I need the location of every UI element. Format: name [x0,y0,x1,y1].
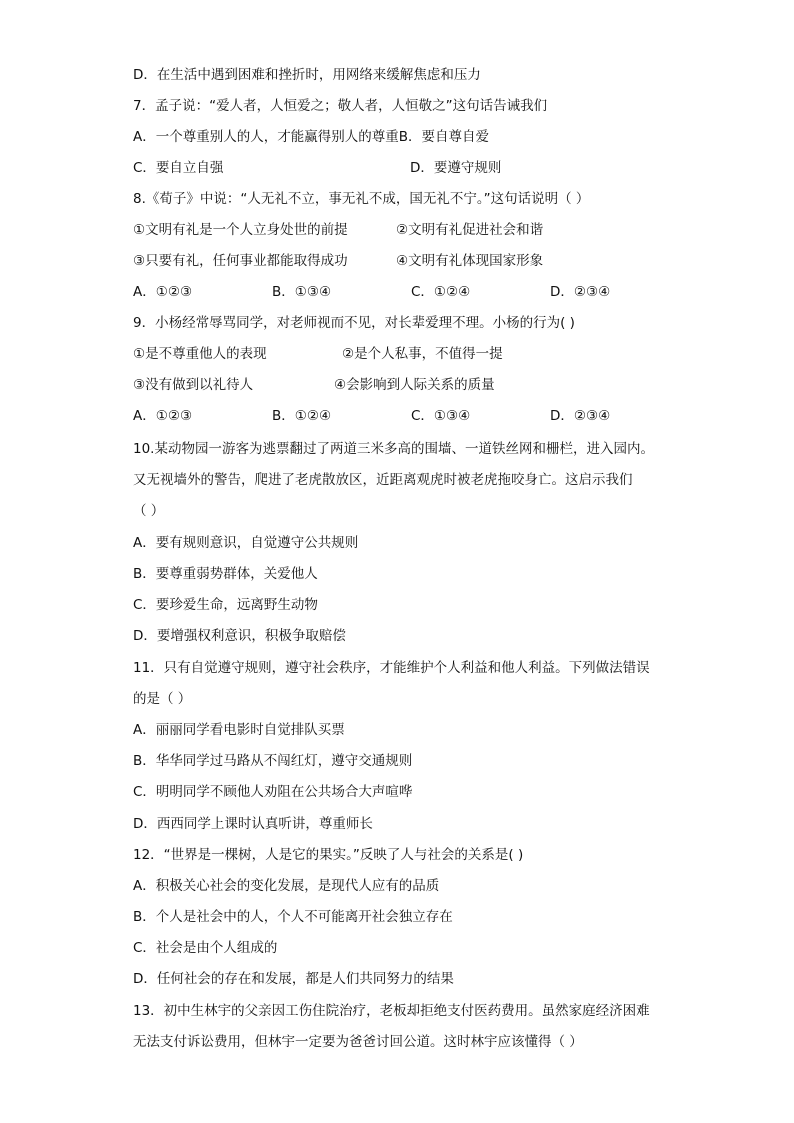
q8-option-b: B．①③④ [272,284,332,300]
q12-option-c: C．社会是由个人组成的 [133,940,278,956]
q10-stem-line-1: 10.某动物园一游客为逃票翻过了两道三米多高的围墙、一道铁丝网和栅栏，进入园内。 [133,441,654,457]
q11-stem-line-2: 的是（ ） [133,691,192,707]
q7-options-cd [133,159,673,177]
q7-stem: 7．孟子说：“爱人者，人恒爱之；敬人者，人恒敬之”这句话告诫我们 [133,98,548,114]
q12-option-b: B．个人是社会中的人，个人不可能离开社会独立存在 [133,909,453,925]
q9-statements-1 [133,345,673,363]
q8-statement-4: ④文明有礼体现国家形象 [396,253,544,269]
q10-option-a: A．要有规则意识，自觉遵守公共规则 [133,535,359,551]
q8-statement-2: ②文明有礼促进社会和谐 [396,222,544,238]
q12-option-d: D．任何社会的存在和发展，都是人们共同努力的结果 [133,971,454,987]
q11-option-d: D．西西同学上课时认真听讲，尊重师长 [133,816,373,832]
q13-stem-line-2: 无法支付诉讼费用，但林宇一定要为爸爸讨回公道。这时林宇应该懂得（ ） [133,1034,583,1050]
q9-option-d: D．②③④ [550,408,611,424]
q12-option-a: A．积极关心社会的变化发展，是现代人应有的品质 [133,878,440,894]
q11-option-b: B．华华同学过马路从不闯红灯，遵守交通规则 [133,753,413,769]
q10-answer-paren: （ ） [133,503,165,519]
q9-option-c: C．①③④ [411,408,471,424]
q7-option-d: D．要遵守规则 [410,160,502,176]
q8-statement-3: ③只要有礼，任何事业都能取得成功 [133,253,348,269]
q8-statements-2 [133,252,673,270]
q8-options [133,283,673,301]
q10-stem-line-2: 又无视墙外的警告，爬进了老虎散放区，近距离观虎时被老虎拖咬身亡。这启示我们 [133,472,633,488]
q13-stem-line-1: 13．初中生林宇的父亲因工伤住院治疗，老板却拒绝支付医药费用。虽然家庭经济困难 [133,1003,650,1019]
q9-option-a: A．①②③ [133,408,193,424]
q7-option-c: C．要自立自强 [133,160,224,176]
q8-statements-1 [133,221,673,239]
q8-stem: 8.《荀子》中说：“人无礼不立，事无礼不成，国无礼不宁。”这句话说明（ ） [133,191,590,207]
q6-option-d: D．在生活中遇到困难和挫折时，用网络来缓解焦虑和压力 [133,67,481,83]
q10-option-b: B．要尊重弱势群体，关爱他人 [133,566,318,582]
q10-option-c: C．要珍爱生命，远离野生动物 [133,597,318,613]
q9-option-b: B．①②④ [272,408,332,424]
q9-statements-2 [133,376,673,394]
q11-option-c: C．明明同学不顾他人劝阻在公共场合大声喧哗 [133,784,413,800]
q10-option-d: D．要增强权利意识，积极争取赔偿 [133,628,346,644]
q9-statement-3: ③没有做到以礼待人 [133,377,254,393]
q9-statement-4: ④会影响到人际关系的质量 [334,377,495,393]
q11-stem-line-1: 11．只有自觉遵守规则，遵守社会秩序，才能维护个人利益和他人利益。下列做法错误 [133,660,650,676]
q9-statement-1: ①是不尊重他人的表现 [133,346,267,362]
q11-option-a: A．丽丽同学看电影时自觉排队买票 [133,722,345,738]
q8-option-d: D．②③④ [550,284,611,300]
q9-options [133,407,673,425]
q9-statement-2: ②是个人私事，不值得一提 [342,346,503,362]
q12-stem: 12．“世界是一棵树，人是它的果实。”反映了人与社会的关系是( ) [133,847,524,863]
q7-options-ab: A．一个尊重别人的人，才能赢得别人的尊重B．要自尊自爱 [133,129,489,145]
q8-option-c: C．①②④ [411,284,471,300]
q9-stem: 9．小杨经常辱骂同学，对老师视而不见，对长辈爱理不理。小杨的行为( ) [133,315,575,331]
q8-option-a: A．①②③ [133,284,193,300]
q8-statement-1: ①文明有礼是一个人立身处世的前提 [133,222,348,238]
